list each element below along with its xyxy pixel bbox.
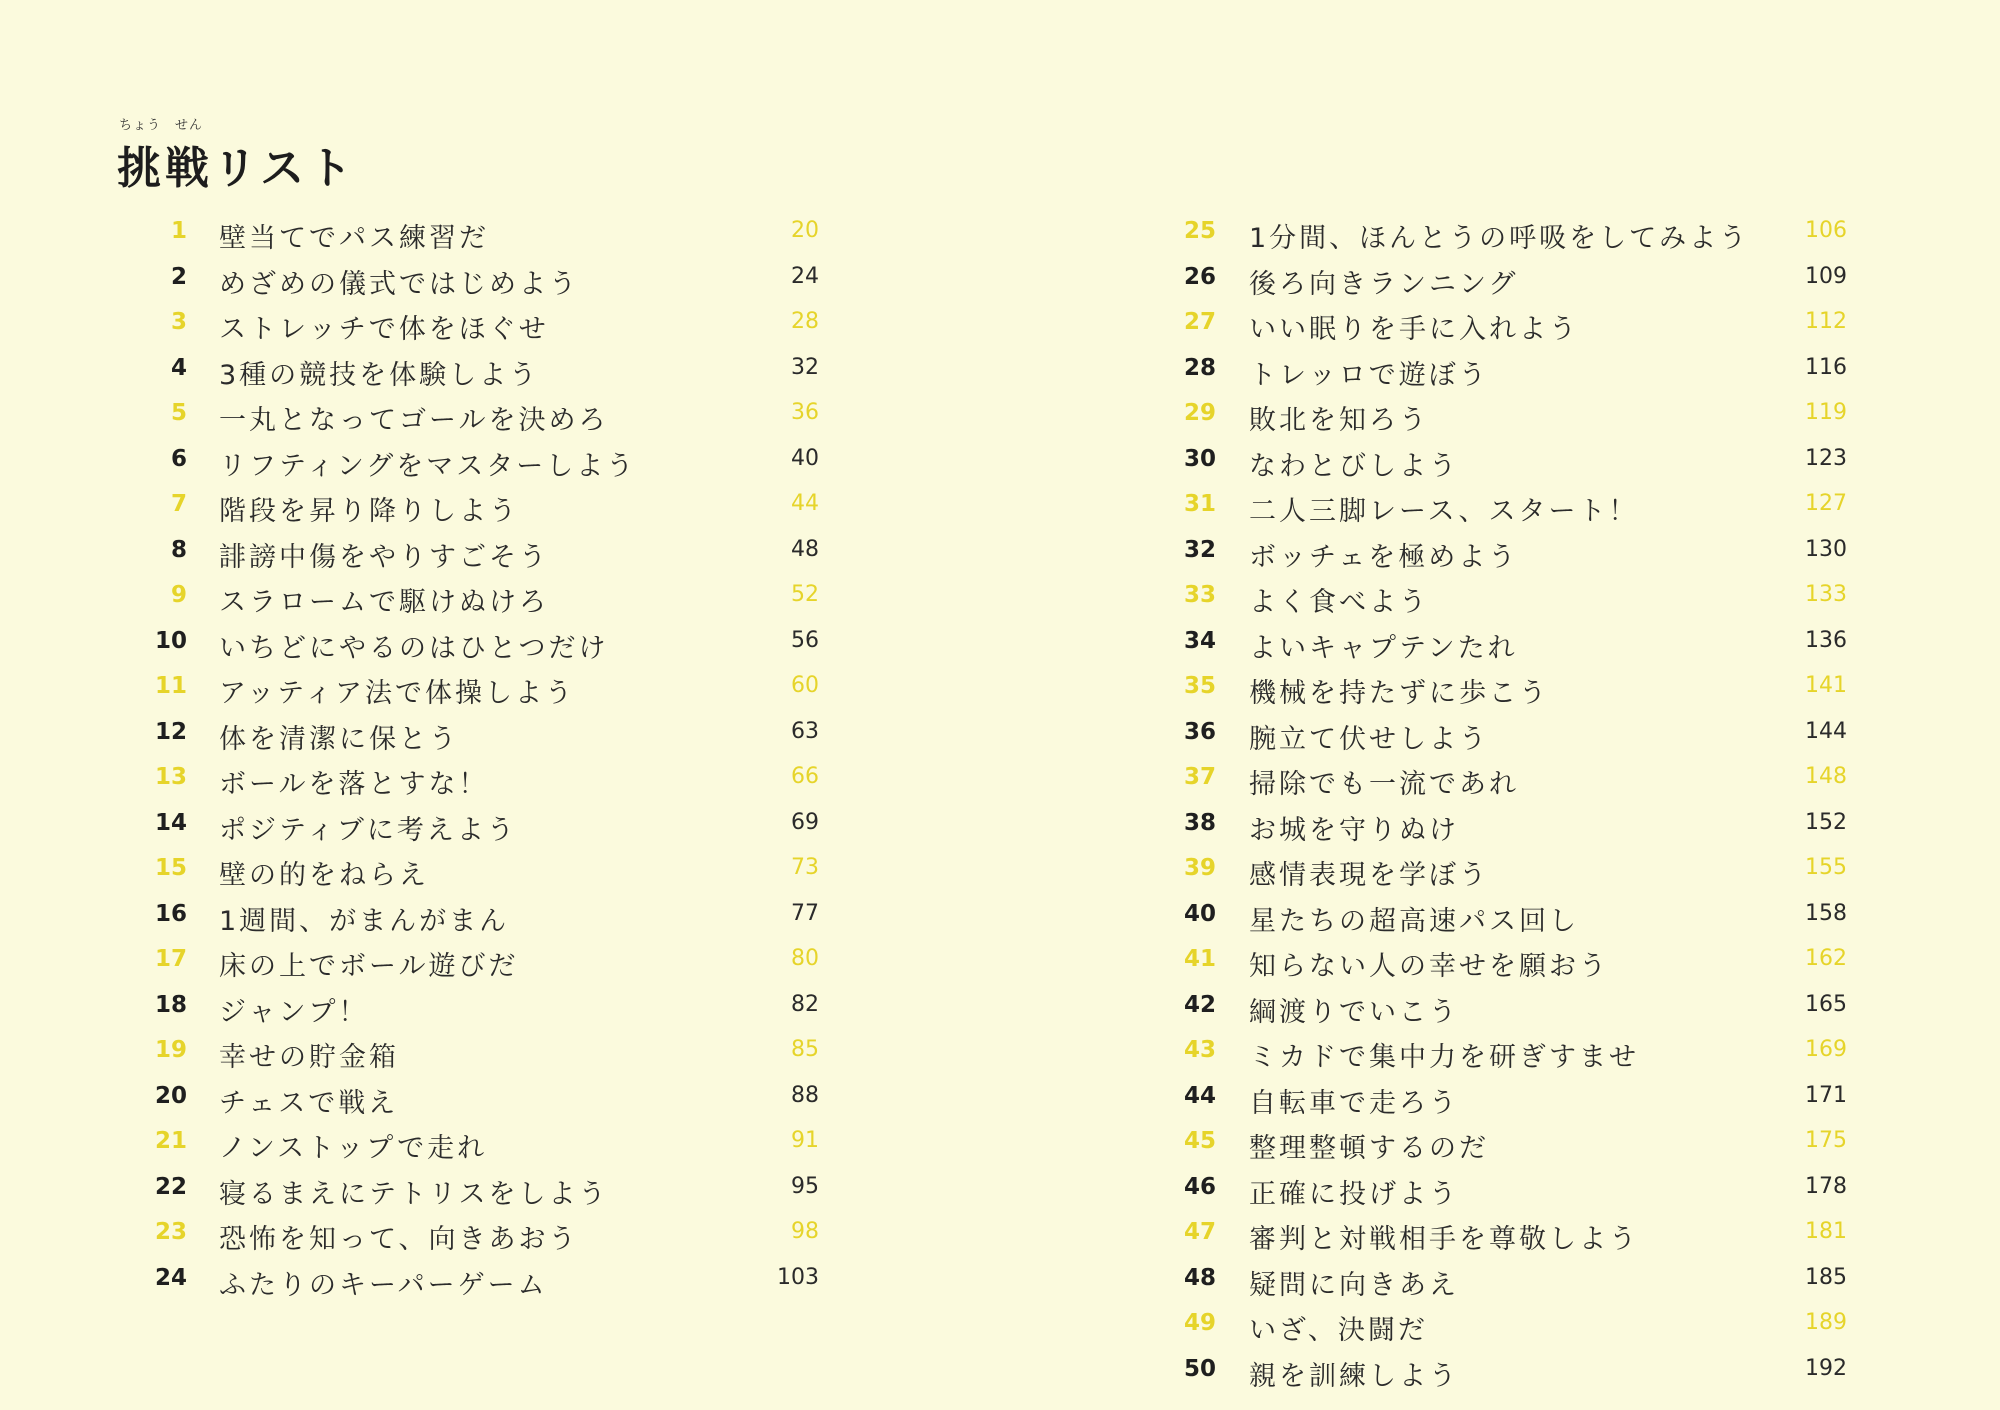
page-number: 123 [1805,445,1847,471]
list-item [0,1167,1000,1212]
challenge-title: 体を清潔に保とう [219,723,459,755]
page-number: 77 [791,900,819,926]
page-number: 136 [1805,627,1847,653]
list-item [1000,348,2000,393]
list-item [0,575,1000,620]
page-number: 28 [791,309,819,334]
page-number: 162 [1805,946,1847,971]
challenge-title: いざ、決闘だ [1249,1315,1428,1346]
challenge-title: チェスで戦え [219,1087,399,1119]
challenge-number: 27 [1183,309,1216,335]
list-item [0,211,1000,256]
list-item [1000,985,2000,1030]
challenge-title: 自転車で走ろう [1249,1087,1459,1119]
challenge-number: 16 [154,900,187,927]
challenge-number: 38 [1183,809,1216,836]
page-number: 52 [791,582,819,607]
list-item [1000,484,2000,529]
challenge-title: トレッロで遊ぼう [1249,359,1489,391]
challenge-title: 敗北を知ろう [1249,405,1429,436]
challenge-title: 1週間、がまんがまん [219,905,510,937]
challenge-number: 35 [1183,673,1216,699]
page-number: 98 [791,1219,819,1244]
challenge-number: 18 [154,991,187,1018]
list-item [0,757,1000,802]
challenge-number: 19 [154,1037,187,1063]
list-item [0,1212,1000,1257]
challenge-title: 審判と対戦相手を尊敬しよう [1249,1224,1639,1255]
challenge-number: 28 [1183,354,1216,381]
page-number: 144 [1805,718,1847,744]
page-number: 63 [791,718,819,744]
challenge-number: 46 [1183,1173,1216,1200]
challenge-number: 25 [1183,218,1216,244]
challenge-title: 寝るまえにテトリスをしよう [219,1178,609,1210]
challenge-number: 29 [1183,400,1216,426]
list-item [1000,757,2000,802]
page-number: 69 [791,809,819,835]
list-item [0,348,1000,393]
challenge-number: 39 [1183,855,1216,881]
list-item [0,712,1000,757]
page-number: 185 [1805,1264,1847,1290]
challenge-number: 12 [154,718,187,745]
list-item [0,803,1000,848]
page-number: 171 [1805,1082,1847,1108]
challenge-number: 15 [154,855,187,881]
challenge-number: 7 [170,491,187,517]
challenge-title: ミカドで集中力を研ぎすませ [1249,1042,1639,1073]
challenge-number: 47 [1183,1219,1216,1245]
challenge-number: 41 [1183,946,1216,972]
page-number: 40 [791,445,819,471]
list-item [1000,894,2000,939]
challenge-number: 2 [170,263,187,290]
challenge-number: 3 [170,309,187,335]
page-number: 24 [791,263,819,289]
challenge-number: 22 [154,1173,187,1200]
challenge-title: よいキャプテンたれ [1249,632,1518,664]
page-number: 56 [791,627,819,653]
challenge-number: 32 [1183,536,1216,563]
challenge-title: 感情表現を学ぼう [1249,860,1489,891]
page-number: 148 [1805,764,1847,789]
challenge-title: 掃除でも一流であれ [1249,769,1519,800]
list-item [0,530,1000,575]
challenge-number: 23 [154,1219,187,1245]
challenge-title: 知らない人の幸せを願おう [1249,951,1609,982]
challenge-title: ボールを落とすな！ [219,769,489,800]
challenge-title: 疑問に向きあえ [1249,1269,1459,1301]
challenge-title: 正確に投げよう [1249,1178,1459,1210]
list-item [1000,302,2000,347]
page-number: 66 [791,764,819,789]
list-item [1000,393,2000,438]
page-number: 103 [777,1264,819,1290]
challenge-number: 14 [154,809,187,836]
list-item [1000,257,2000,302]
challenge-number: 9 [170,582,187,608]
list-item [0,1121,1000,1166]
challenge-number: 6 [170,445,187,472]
challenge-number: 11 [154,673,187,699]
list-item [1000,1212,2000,1257]
list-item [1000,1349,2000,1394]
page-number: 48 [791,536,819,562]
page-number: 112 [1805,309,1847,334]
challenge-number: 30 [1183,445,1216,472]
challenge-title: ボッチェを極めよう [1249,541,1519,573]
challenge-title: めざめの儀式ではじめよう [219,268,579,300]
page-number: 85 [791,1037,819,1062]
challenge-title: 腕立て伏せしよう [1249,723,1489,755]
page-number: 141 [1805,673,1847,698]
page-number: 88 [791,1082,819,1108]
challenge-number: 36 [1183,718,1216,745]
challenge-title: よく食べよう [1249,587,1429,618]
challenge-number: 21 [154,1128,187,1154]
challenge-title: ポジティブに考えよう [219,814,517,846]
challenge-title: 1分間、ほんとうの呼吸をしてみよう [1249,223,1750,254]
list-item [0,1258,1000,1303]
list-item [1000,712,2000,757]
page-number: 189 [1805,1310,1847,1335]
page-number: 181 [1805,1219,1847,1244]
challenge-title: 3種の競技を体験しよう [219,359,540,391]
challenge-title: 誹謗中傷をやりすごそう [219,541,549,573]
challenge-number: 1 [170,218,187,244]
page-number: 192 [1805,1355,1847,1381]
challenge-number: 10 [154,627,187,654]
list-item [0,621,1000,666]
challenge-title: 星たちの超高速パス回し [1249,905,1579,937]
list-item [1000,575,2000,620]
page-number: 82 [791,991,819,1017]
challenge-number: 24 [154,1264,187,1291]
challenge-number: 13 [154,764,187,790]
challenge-number: 34 [1183,627,1216,654]
list-item [1000,1303,2000,1348]
challenge-title: 機械を持たずに歩こう [1249,678,1549,709]
page-number: 80 [791,946,819,971]
challenge-number: 20 [154,1082,187,1109]
list-item [0,484,1000,529]
challenge-title: いい眠りを手に入れよう [1249,314,1579,345]
list-item [0,939,1000,984]
page-number: 119 [1805,400,1847,425]
list-item [0,439,1000,484]
page-number: 36 [791,400,819,425]
challenge-title: 綱渡りでいこう [1249,996,1459,1028]
challenge-number: 8 [170,536,187,563]
list-item [0,894,1000,939]
list-item [1000,439,2000,484]
list-item [1000,530,2000,575]
challenge-number: 49 [1183,1310,1216,1336]
page-number: 109 [1805,263,1847,289]
challenge-number: 42 [1183,991,1216,1018]
challenge-number: 43 [1183,1037,1216,1063]
challenge-title: アッティア法で体操しよう [219,678,575,709]
list-item [1000,848,2000,893]
title-ruby: ちょう せん [119,118,204,133]
page-number: 91 [791,1128,819,1153]
page-number: 95 [791,1173,819,1199]
challenge-title: 壁の的をねらえ [219,860,429,891]
list-item [1000,621,2000,666]
list-item [0,393,1000,438]
challenge-title: 恐怖を知って、向きあおう [219,1224,579,1255]
list-item [1000,1167,2000,1212]
page-number: 73 [791,855,819,880]
challenge-title: リフティングをマスターしよう [219,450,637,482]
list-item [1000,1030,2000,1075]
challenge-number: 45 [1183,1128,1216,1154]
page-number: 158 [1805,900,1847,926]
page-number: 155 [1805,855,1847,880]
challenge-number: 31 [1183,491,1216,517]
page-number: 152 [1805,809,1847,835]
challenge-title: ノンストップで走れ [219,1133,488,1164]
challenge-title: 後ろ向きランニング [1249,268,1519,300]
page-number: 133 [1805,582,1847,607]
list-item [0,302,1000,347]
challenge-title: 階段を昇り降りしよう [219,496,519,527]
list-item [0,848,1000,893]
page-number: 178 [1805,1173,1847,1199]
page-number: 130 [1805,536,1847,562]
page-number: 106 [1805,218,1847,243]
page-number: 20 [791,218,819,243]
page-number: 127 [1805,491,1847,516]
challenge-title: スラロームで駆けぬけろ [219,587,549,618]
list-item [1000,1258,2000,1303]
list-item [0,1030,1000,1075]
page-number: 165 [1805,991,1847,1017]
challenge-title: なわとびしよう [1249,450,1459,482]
challenge-number: 4 [170,354,187,381]
list-item [1000,939,2000,984]
challenge-title: いちどにやるのはひとつだけ [219,632,609,664]
list-item [0,985,1000,1030]
challenge-title: ふたりのキーパーゲーム [219,1269,548,1301]
list-item [0,1076,1000,1121]
challenge-title: 一丸となってゴールを決めろ [219,405,609,436]
page-number: 116 [1805,354,1847,380]
challenge-title: ジャンプ！ [219,996,369,1028]
challenge-number: 33 [1183,582,1216,608]
challenge-title: 幸せの貯金箱 [219,1042,399,1073]
challenge-title: お城を守りぬけ [1249,814,1459,846]
list-item [0,666,1000,711]
list-item [1000,666,2000,711]
challenge-title: 整理整頓するのだ [1249,1133,1489,1164]
challenge-title: 壁当てでパス練習だ [219,223,489,254]
challenge-number: 37 [1183,764,1216,790]
challenge-number: 50 [1183,1355,1216,1382]
challenge-title: ストレッチで体をほぐせ [219,314,549,345]
challenge-number: 17 [154,946,187,972]
page-number: 60 [791,673,819,698]
challenge-title: 二人三脚レース、スタート！ [1249,496,1639,527]
page-title: 挑戦リスト [117,143,357,194]
page-number: 44 [791,491,819,516]
challenge-number: 26 [1183,263,1216,290]
challenge-number: 40 [1183,900,1216,927]
challenge-title: 床の上でボール遊びだ [219,951,519,982]
page-number: 169 [1805,1037,1847,1062]
list-item [0,257,1000,302]
list-item [1000,211,2000,256]
list-item [1000,1076,2000,1121]
list-item [1000,803,2000,848]
page-number: 175 [1805,1128,1847,1153]
challenge-number: 48 [1183,1264,1216,1291]
list-item [1000,1121,2000,1166]
page-number: 32 [791,354,819,380]
challenge-number: 44 [1183,1082,1216,1109]
challenge-number: 5 [170,400,187,426]
challenge-title: 親を訓練しよう [1249,1360,1459,1392]
